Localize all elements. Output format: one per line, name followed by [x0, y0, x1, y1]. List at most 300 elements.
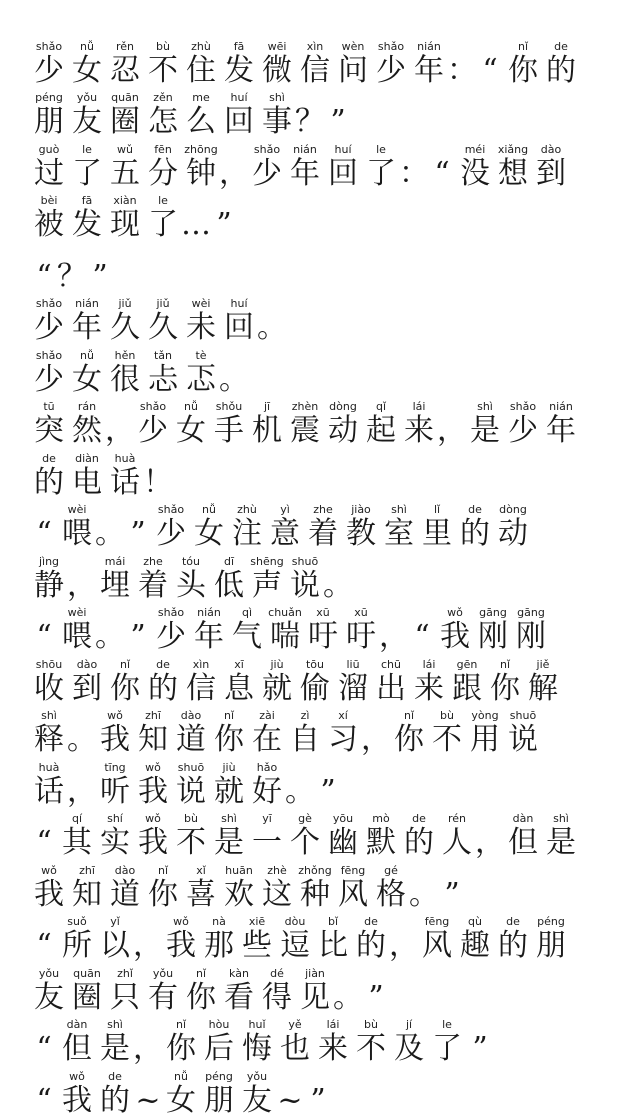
pinyin: nǚ [80, 39, 94, 53]
hanzi-with-pinyin [162, 1018, 200, 1066]
hanzi: 然 [72, 413, 102, 448]
hanzi: 不 [432, 722, 462, 757]
hanzi: 看 [224, 979, 254, 1015]
hanzi-with-pinyin [172, 761, 210, 809]
hanzi: 了 [432, 1031, 462, 1066]
text-line [30, 706, 640, 758]
pinyin: zhù [191, 39, 211, 53]
pinyin: tīng [104, 760, 126, 774]
hanzi: “ [482, 52, 498, 88]
text-line [30, 242, 640, 294]
hanzi-with-pinyin [144, 40, 182, 88]
hanzi-with-pinyin [474, 606, 512, 654]
hanzi: “ [36, 516, 52, 551]
punctuation [86, 246, 114, 294]
pinyin: chuǎn [268, 606, 302, 619]
hanzi: 你 [490, 670, 520, 706]
hanzi: 后 [204, 1031, 234, 1066]
hanzi: ” [216, 207, 232, 242]
text-line [30, 912, 640, 964]
hanzi: 不 [176, 825, 206, 860]
hanzi: 。 [323, 567, 353, 603]
hanzi: 年 [72, 310, 102, 345]
punctuation [30, 246, 58, 294]
hanzi: 但 [62, 1031, 92, 1066]
hanzi: 逗 [280, 928, 310, 963]
pinyin: yī [262, 812, 272, 825]
hanzi-with-pinyin [334, 658, 372, 706]
pinyin: nǐ [175, 1018, 187, 1031]
punctuation [96, 606, 124, 654]
punctuation [466, 1018, 494, 1066]
text-line [30, 603, 640, 655]
pinyin: yǒu [246, 1069, 268, 1083]
hanzi: 久 [110, 310, 140, 345]
hanzi: 是 [546, 825, 576, 860]
text-line [30, 397, 640, 449]
pinyin: wǒ [41, 863, 57, 877]
hanzi: 说 [508, 722, 538, 757]
pinyin: wǒ [145, 760, 161, 774]
hanzi-with-pinyin [342, 503, 380, 551]
hanzi: … [181, 207, 211, 242]
hanzi: 习 [328, 722, 358, 757]
punctuation [220, 349, 248, 397]
hanzi-with-pinyin [200, 1070, 238, 1118]
punctuation [334, 967, 362, 1015]
pinyin: nǐ [157, 863, 169, 877]
hanzi-with-pinyin [144, 658, 182, 706]
hanzi: 一 [252, 825, 282, 860]
hanzi-with-pinyin [30, 400, 68, 448]
hanzi-with-pinyin [30, 761, 68, 809]
punctuation [220, 143, 248, 191]
hanzi: 用 [470, 722, 500, 757]
pinyin: yì [280, 503, 290, 516]
pinyin: zhe [143, 554, 163, 568]
punctuation [30, 812, 58, 860]
pinyin: wèi [67, 503, 87, 516]
punctuation [30, 606, 58, 654]
hanzi-with-pinyin [466, 709, 504, 757]
hanzi: 幽 [328, 825, 358, 860]
punctuation [258, 297, 286, 345]
hanzi-with-pinyin [58, 606, 96, 654]
pinyin: de [42, 451, 56, 465]
pinyin: xìn [306, 39, 324, 53]
hanzi: ？ [57, 258, 87, 294]
text-line [30, 139, 640, 191]
hanzi-with-pinyin [494, 503, 532, 551]
hanzi: 你 [110, 670, 140, 706]
pinyin: shì [107, 1018, 123, 1031]
punctuation [410, 864, 438, 912]
hanzi-with-pinyin [390, 1018, 428, 1066]
hanzi-with-pinyin [144, 91, 182, 139]
hanzi: 我 [138, 825, 168, 860]
pinyin: le [376, 142, 386, 156]
hanzi-with-pinyin [106, 658, 144, 706]
pinyin: quān [111, 91, 139, 104]
hanzi: 忑 [186, 361, 216, 397]
hanzi-with-pinyin [30, 91, 68, 139]
hanzi: 是 [214, 825, 244, 860]
pinyin: kàn [229, 966, 249, 980]
punctuation [438, 400, 466, 448]
hanzi: ” [130, 516, 146, 551]
hanzi: 格 [376, 876, 406, 912]
hanzi-with-pinyin [512, 606, 550, 654]
hanzi: 着 [138, 567, 168, 603]
hanzi: 朋 [536, 928, 566, 963]
hanzi: 的 [148, 670, 178, 706]
hanzi-with-pinyin [504, 709, 542, 757]
pinyin: jiù [270, 657, 284, 671]
hanzi: 刚 [478, 619, 508, 654]
hanzi-with-pinyin [182, 349, 220, 397]
pinyin: lái [422, 657, 436, 671]
hanzi-with-pinyin [314, 1018, 352, 1066]
punctuation [68, 555, 96, 603]
hanzi-with-pinyin [220, 658, 258, 706]
punctuation [30, 1070, 58, 1118]
hanzi: 女 [72, 361, 102, 397]
hanzi: 女 [72, 52, 102, 88]
pinyin: fēng [340, 863, 366, 877]
hanzi: 风 [422, 928, 452, 963]
hanzi: 来 [414, 670, 444, 706]
hanzi-with-pinyin [30, 452, 68, 500]
hanzi-with-pinyin [532, 143, 570, 191]
hanzi-with-pinyin [400, 400, 438, 448]
hanzi-with-pinyin [486, 658, 524, 706]
pinyin: nián [197, 606, 221, 619]
hanzi: 发 [224, 52, 254, 88]
punctuation [400, 143, 428, 191]
punctuation [390, 915, 418, 963]
hanzi-with-pinyin [362, 400, 400, 448]
hanzi: 听 [100, 773, 130, 809]
pinyin: shōu [35, 657, 63, 671]
pinyin: zì [300, 709, 310, 722]
pinyin: de [412, 812, 426, 825]
hanzi: 你 [148, 876, 178, 912]
hanzi: “ [36, 258, 52, 294]
pinyin: de [506, 915, 520, 928]
hanzi-with-pinyin [30, 194, 68, 242]
pinyin: gè [298, 812, 312, 825]
pinyin: nǐ [223, 709, 235, 722]
hanzi-with-pinyin [182, 91, 220, 139]
hanzi-with-pinyin [342, 606, 380, 654]
hanzi-with-pinyin [258, 91, 296, 139]
hanzi-with-pinyin [134, 709, 172, 757]
hanzi: 收 [34, 670, 64, 706]
pinyin: lái [412, 400, 426, 413]
pinyin: fēn [154, 142, 172, 156]
pinyin: nǐ [195, 966, 207, 980]
hanzi: 气 [232, 619, 262, 654]
hanzi: 回 [224, 104, 254, 139]
pinyin: yǐ [110, 915, 120, 928]
hanzi: 见 [300, 979, 330, 1015]
hanzi: 想 [498, 155, 528, 191]
hanzi: ： [447, 52, 477, 88]
hanzi-with-pinyin [106, 40, 144, 88]
hanzi-with-pinyin [410, 40, 448, 88]
hanzi: 少 [508, 413, 538, 448]
hanzi: 友 [72, 104, 102, 139]
punctuation [210, 194, 238, 242]
hanzi-with-pinyin [334, 40, 372, 88]
hanzi: 及 [394, 1031, 424, 1066]
pinyin: dào [540, 142, 562, 156]
hanzi-with-pinyin [296, 864, 334, 912]
pinyin: de [108, 1069, 122, 1083]
pinyin: fā [233, 39, 245, 53]
pinyin: xū [354, 606, 368, 619]
hanzi-with-pinyin [258, 967, 296, 1015]
hanzi-with-pinyin [172, 709, 210, 757]
pinyin: jiàn [305, 966, 325, 980]
hanzi-with-pinyin [428, 1018, 466, 1066]
hanzi-with-pinyin [152, 503, 190, 551]
hanzi: 少 [376, 52, 406, 88]
hanzi: ， [389, 928, 419, 963]
text-line [30, 294, 640, 346]
hanzi-with-pinyin [30, 709, 68, 757]
pinyin: xǐ [196, 863, 206, 877]
pinyin: de [468, 503, 482, 516]
hanzi: 女 [176, 413, 206, 448]
hanzi: 年 [546, 413, 576, 448]
hanzi: 道 [176, 722, 206, 757]
pinyin: zhǒng [298, 863, 332, 877]
hanzi: 少 [34, 52, 64, 88]
hanzi: 说 [176, 773, 206, 809]
hanzi-with-pinyin [210, 400, 248, 448]
hanzi: ~ [277, 1082, 303, 1118]
hanzi-with-pinyin [30, 555, 68, 603]
hanzi-with-pinyin [352, 1018, 390, 1066]
hanzi: 少 [252, 155, 282, 191]
pinyin: shǎo [35, 348, 63, 362]
hanzi-with-pinyin [106, 297, 144, 345]
hanzi: 突 [34, 413, 64, 448]
hanzi-with-pinyin [68, 400, 106, 448]
pinyin: zhī [79, 863, 95, 877]
hanzi: 得 [262, 979, 292, 1015]
hanzi: 欢 [224, 876, 254, 912]
pinyin: méi [464, 142, 486, 156]
hanzi: ， [105, 413, 135, 448]
hanzi-with-pinyin [106, 194, 144, 242]
hanzi-with-pinyin [258, 658, 296, 706]
pinyin: yě [288, 1018, 302, 1031]
hanzi: 静 [34, 567, 64, 603]
hanzi: 分 [148, 155, 178, 191]
hanzi: 微 [262, 52, 292, 88]
hanzi: 是 [470, 413, 500, 448]
pinyin: bǐ [327, 915, 339, 928]
pinyin: rěn [115, 39, 135, 53]
punctuation [324, 555, 352, 603]
pinyin: nián [549, 400, 573, 413]
hanzi: 说 [290, 567, 320, 603]
pinyin: nǐ [499, 657, 511, 671]
hanzi: 久 [148, 310, 178, 345]
hanzi: 话 [110, 464, 140, 500]
punctuation [30, 1018, 58, 1066]
pinyin: zěn [153, 91, 173, 104]
pinyin: shì [269, 91, 285, 104]
pinyin: shǎo [377, 39, 405, 53]
pinyin: nián [75, 297, 99, 310]
hanzi: 那 [204, 928, 234, 963]
hanzi: 但 [508, 825, 538, 860]
pinyin: zhù [237, 503, 257, 516]
hanzi-with-pinyin [162, 1070, 200, 1118]
hanzi-with-pinyin [248, 555, 286, 603]
hanzi: 在 [252, 722, 282, 757]
pinyin: rén [447, 812, 467, 825]
hanzi-with-pinyin [134, 812, 172, 860]
text-line [30, 963, 640, 1015]
hanzi-with-pinyin [266, 503, 304, 551]
hanzi: 友 [34, 979, 64, 1015]
hanzi-with-pinyin [438, 812, 476, 860]
pinyin: shǎo [253, 142, 281, 156]
hanzi: 手 [214, 413, 244, 448]
pinyin: shì [221, 812, 237, 825]
hanzi: 。 [219, 361, 249, 397]
pinyin: bù [156, 39, 170, 53]
text-line [30, 88, 640, 140]
hanzi-with-pinyin [286, 812, 324, 860]
hanzi-with-pinyin [228, 606, 266, 654]
pinyin: péng [537, 915, 565, 928]
punctuation [408, 606, 436, 654]
hanzi: ， [219, 155, 249, 191]
pinyin: dào [180, 709, 202, 722]
hanzi-with-pinyin [542, 40, 580, 88]
text-line [30, 36, 640, 88]
hanzi: 喘 [270, 619, 300, 654]
hanzi-with-pinyin [210, 709, 248, 757]
hanzi: 忍 [110, 52, 140, 88]
hanzi-with-pinyin [144, 143, 182, 191]
hanzi-with-pinyin [390, 709, 428, 757]
pinyin: péng [35, 91, 63, 104]
hanzi: 回 [224, 310, 254, 345]
hanzi-with-pinyin [286, 143, 324, 191]
hanzi: 回 [328, 155, 358, 191]
hanzi-with-pinyin [418, 503, 456, 551]
hanzi-with-pinyin [96, 761, 134, 809]
pinyin: wèi [67, 606, 87, 619]
pinyin: wǒ [107, 709, 123, 722]
hanzi-with-pinyin [456, 143, 494, 191]
hanzi-with-pinyin [30, 40, 68, 88]
pinyin: shǎo [139, 400, 167, 413]
hanzi: 。 [409, 876, 439, 912]
hanzi: 以 [100, 928, 130, 963]
pinyin: tè [195, 348, 207, 362]
pinyin: dòu [284, 915, 306, 928]
hanzi: 朋 [34, 104, 64, 139]
hanzi: ！ [143, 464, 173, 500]
pinyin: nǐ [517, 39, 529, 53]
hanzi: 些 [242, 928, 272, 963]
hanzi-with-pinyin [286, 555, 324, 603]
hanzi-with-pinyin [30, 349, 68, 397]
hanzi: 的 [100, 1082, 130, 1118]
hanzi: 知 [72, 876, 102, 912]
hanzi: 也 [280, 1031, 310, 1066]
hanzi: 默 [366, 825, 396, 860]
hanzi: 喜 [186, 876, 216, 912]
hanzi-with-pinyin [96, 555, 134, 603]
hanzi: 过 [34, 155, 64, 191]
hanzi: 的 [498, 928, 528, 963]
pinyin: shì [391, 503, 407, 516]
hanzi: “ [36, 1082, 52, 1118]
hanzi: 动 [498, 516, 528, 551]
pinyin: xiǎng [497, 142, 529, 156]
hanzi-with-pinyin [248, 709, 286, 757]
pinyin: quān [73, 966, 101, 980]
pinyin: wǔ [117, 142, 133, 156]
hanzi: 信 [186, 670, 216, 706]
hanzi-with-pinyin [152, 606, 190, 654]
hanzi: 你 [166, 1031, 196, 1066]
hanzi: 发 [72, 207, 102, 242]
hanzi: 头 [176, 567, 206, 603]
pinyin: lái [326, 1018, 340, 1031]
pinyin: wǒ [447, 606, 463, 619]
hanzi-with-pinyin [296, 658, 334, 706]
hanzi-with-pinyin [182, 297, 220, 345]
hanzi: ” [330, 104, 346, 139]
hanzi-with-pinyin [68, 452, 106, 500]
punctuation [428, 143, 456, 191]
punctuation [362, 709, 390, 757]
hanzi-with-pinyin [68, 143, 106, 191]
text-line [30, 1066, 640, 1118]
pinyin: jí [405, 1018, 413, 1031]
hanzi-with-pinyin [324, 400, 362, 448]
pinyin: mái [104, 554, 126, 568]
hanzi: 我 [440, 619, 470, 654]
pinyin: yōu [332, 812, 354, 825]
hanzi-with-pinyin [524, 658, 562, 706]
hanzi: “ [36, 825, 52, 860]
hanzi: 我 [100, 722, 130, 757]
pinyin: huí [230, 297, 248, 310]
pinyin: gāng [517, 606, 545, 619]
hanzi-with-pinyin [276, 915, 314, 963]
hanzi-with-pinyin [238, 915, 276, 963]
pinyin: le [82, 142, 92, 156]
hanzi-with-pinyin [372, 658, 410, 706]
hanzi: 我 [138, 773, 168, 809]
hanzi: 就 [262, 670, 292, 706]
pinyin: nián [293, 142, 317, 156]
pinyin: gāng [479, 606, 507, 619]
hanzi: “ [36, 928, 52, 963]
pinyin: qì [241, 606, 253, 619]
punctuation [304, 1070, 332, 1118]
